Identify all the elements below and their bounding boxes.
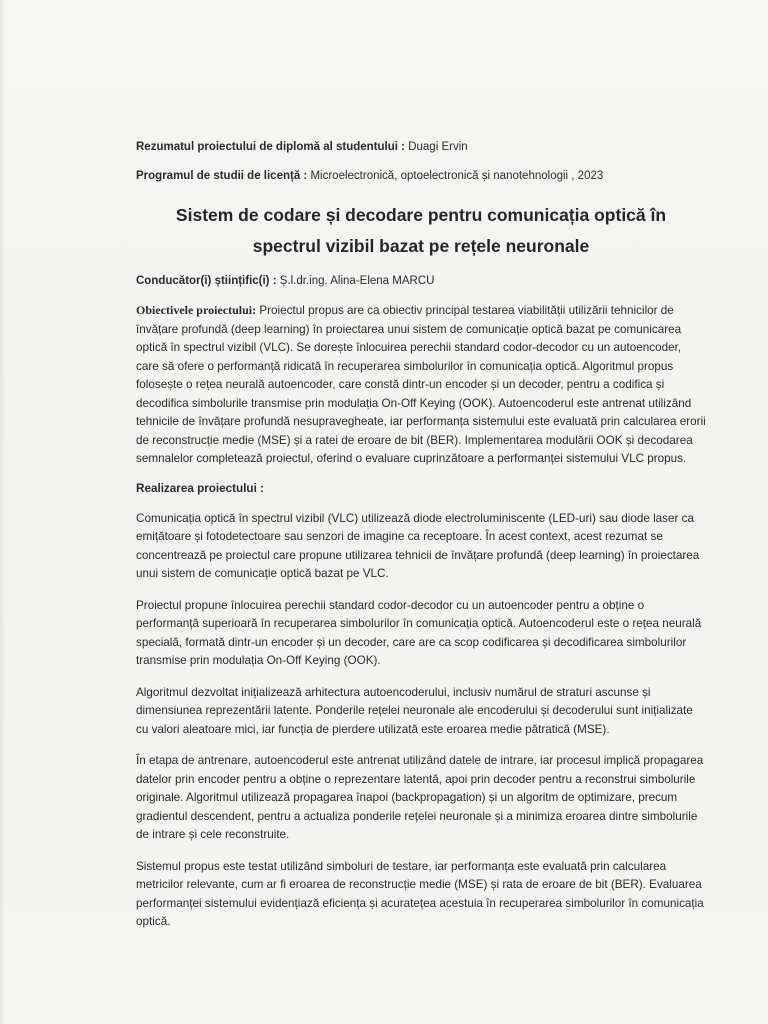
scan-edge-shadow	[0, 0, 6, 1024]
program-value: Microelectronică, optoelectronică și nanotehnologii , 2023	[310, 170, 604, 182]
realization-heading: Realizarea proiectului :	[136, 481, 264, 495]
program-line	[136, 169, 706, 184]
supervisor-label: Conducător(i) științific(i) :	[136, 275, 277, 287]
objectives-label: Obiectivele proiectului:	[136, 303, 257, 317]
objectives-text: Proiectul propus are ca obiectiv principal testarea viabilității utilizării tehnicilor de învățare profundă (deep learning) în proiectarea unui sistem de comunicație optică bazat pe comunicarea optică în spectrul vizibil (VLC). Se dorește înlocuirea perechii standard codor-decodor cu un autoencoder, care să ofere o performanță ridicată în recuperarea simbolurilor în comunicația optică. Algoritmul propus folosește o rețea neurală autoencoder, care constă dintr-un encoder și un decoder, pentru a codifica și decodifica simbolurile transmise prin modulația On-Off Keying (OOK). Autoencoderul este antrenat utilizând tehnicile de învățare profundă nesupravegheate, iar performanța sistemului este evaluată prin calcularea erorii de reconstrucție medie (MSE) și a ratei de eroare de bit (BER). Implementarea modulării OOK și decodarea semnalelor completează proiectul, oferind o evaluare cuprinzătoare a performanței sistemului VLC propus.	[136, 304, 706, 465]
title-line-2: spectrul vizibil bazat pe rețele neuronale	[252, 236, 590, 256]
student-name: Duagi Ervin	[408, 141, 468, 153]
document-title	[126, 200, 716, 262]
objectives-paragraph	[136, 301, 706, 469]
summary-line	[136, 140, 706, 155]
document-body	[136, 140, 706, 945]
realization-paragraph-4: În etapa de antrenare, autoencoderul este antrenat utilizând datele de intrare, iar procesul implică propagarea datelor prin encoder pentru a obține o reprezentare latentă, apoi prin decoder pentru a reconstrui simbolurile originale. Algoritmul utilizează propagarea înapoi (backpropagation) și un algoritm de optimizare, precum gradientul descendent, pentru a actualiza ponderile rețelei neuronale și a minimiza eroarea dintre simbolurile de intrare și cele reconstruite.	[136, 754, 704, 841]
realization-paragraph-2: Proiectul propune înlocuirea perechii standard codor-decodor cu un autoencoder pentru a obține o performanță superioară în recuperarea simbolurilor în comunicația optică. Autoencoderul este o rețea neurală specială, formată dintr-un encoder și un decoder, care are ca scop codificarea și decodificarea simbolurilor transmise prin modulația On-Off Keying (OOK).	[136, 598, 702, 667]
realization-paragraph-5: Sistemul propus este testat utilizând simboluri de testare, iar performanța este evaluată prin calcularea metricilor relevante, cum ar fi eroarea de reconstrucție medie (MSE) și rata de eroare de bit (BER). Evaluarea performanței sistemului evidențiază eficiența și acuratețea acestuia în recuperarea simbolurilor în comunicația optică.	[136, 859, 704, 928]
summary-label: Rezumatul proiectului de diplomă al studentului :	[136, 141, 405, 153]
realization-paragraph-3: Algoritmul dezvoltat inițializează arhitectura autoencoderului, inclusiv numărul de straturi ascunse și dimensiunea reprezentării latente. Ponderile rețelei neuronale ale encoderului și decoderului sunt inițializate cu valori aleatoare mici, iar funcția de pierdere utilizată este eroarea medie pătratică (MSE).	[136, 685, 693, 736]
title-line-1: Sistem de codare și decodare pentru comunicația optică în	[175, 205, 667, 225]
program-label: Programul de studii de licență :	[136, 170, 308, 182]
supervisor-value: Ș.l.dr.ing. Alina-Elena MARCU	[279, 275, 435, 287]
supervisor-line	[136, 274, 706, 289]
realization-paragraph-1: Comunicația optică în spectrul vizibil (VLC) utilizează diode electroluminiscente (LED-uri) sau diode laser ca emițătoare și fotodetectoare sau senzori de imagine ca receptoare. În acest context, acest rezumat se concentrează pe proiectul care propune utilizarea tehnicii de învățare profundă (deep learning) în proiectarea unui sistem de comunicație optică bazat pe VLC.	[136, 511, 700, 580]
